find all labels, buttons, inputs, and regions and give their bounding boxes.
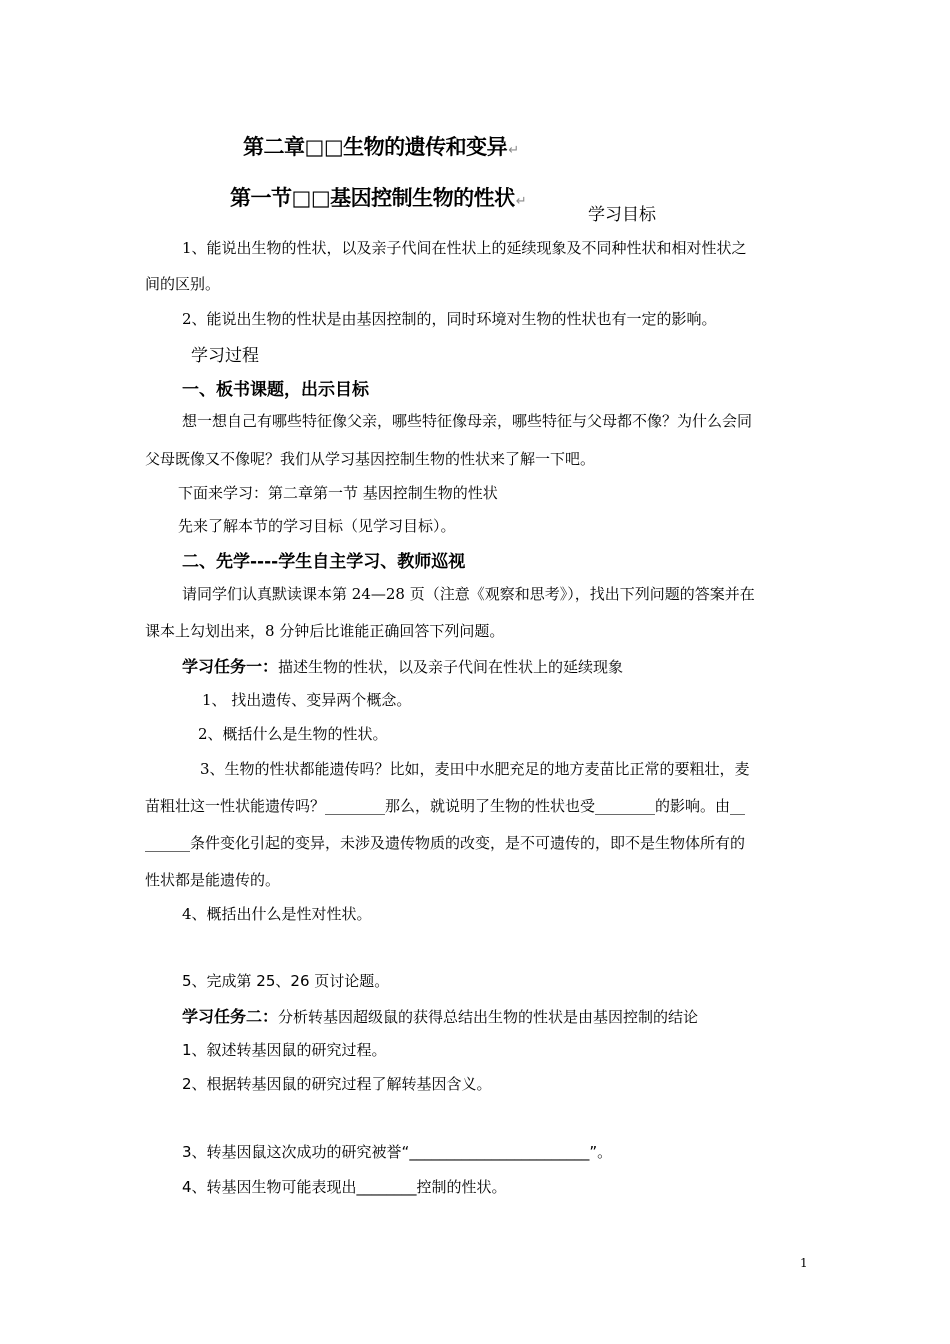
paragraph-mark-icon: ↵ — [508, 143, 519, 158]
task2-question-1: 1、叙述转基因鼠的研究过程。 — [182, 1041, 387, 1059]
process-heading: 学习过程 — [191, 346, 259, 366]
page-number: 1 — [800, 1256, 808, 1270]
task2-description: 分析转基因超级鼠的获得总结出生物的性状是由基因控制的结论 — [278, 1008, 699, 1026]
objective-2: 2、能说出生物的性状是由基因控制的，同时环境对生物的性状也有一定的影响。 — [182, 310, 717, 328]
part1-heading: 一、板书课题，出示目标 — [182, 380, 369, 400]
part1-paragraph-3: 先来了解本节的学习目标（见学习目标）。 — [178, 517, 456, 535]
section-title — [230, 182, 526, 212]
task1-heading — [182, 654, 623, 677]
task1-label: 学习任务一： — [182, 657, 279, 676]
task1-question-1: 1、 找出遗传、变异两个概念。 — [202, 691, 412, 709]
task2-question-3: 3、转基因鼠这次成功的研究被誉“________________________”。 — [182, 1143, 613, 1161]
task1-question-3-line-2: 苗粗壮这一性状能遗传吗？________那么，就说明了生物的性状也受________的影响。由__ — [145, 797, 746, 815]
chapter-title-text: 第二章□□生物的遗传和变异 — [243, 135, 508, 159]
part2-paragraph-line-1: 请同学们认真默读课本第 24—28 页（注意《观察和思考》），找出下列问题的答案并在 — [182, 585, 755, 603]
part1-paragraph-1-line-2: 父母既像又不像呢？我们从学习基因控制生物的性状来了解一下吧。 — [145, 450, 596, 468]
objective-1-line-1: 1、能说出生物的性状，以及亲子代间在性状上的延续现象及不同种性状和相对性状之 — [182, 239, 747, 257]
part2-paragraph-line-2: 课本上勾划出来，8 分钟后比谁能正确回答下列问题。 — [145, 622, 505, 640]
task2-question-2: 2、根据转基因鼠的研究过程了解转基因含义。 — [182, 1075, 492, 1093]
task2-heading — [182, 1004, 698, 1027]
objective-1-line-2: 间的区别。 — [145, 275, 221, 293]
section-title-text: 第一节□□基因控制生物的性状 — [230, 186, 515, 210]
task1-question-2: 2、概括什么是生物的性状。 — [198, 725, 388, 743]
task1-question-5: 5、完成第 25、26 页讨论题。 — [182, 972, 390, 990]
task1-question-3-line-4: 性状都是能遗传的。 — [145, 871, 281, 889]
task1-question-3-line-3: ______条件变化引起的变异，未涉及遗传物质的改变，是不可遗传的，即不是生物体所有的 — [145, 834, 746, 852]
task2-question-4: 4、转基因生物可能表现出________控制的性状。 — [182, 1178, 507, 1196]
task1-question-4: 4、概括出什么是性对性状。 — [182, 905, 372, 923]
task1-description: 描述生物的性状，以及亲子代间在性状上的延续现象 — [278, 658, 624, 676]
part1-paragraph-2: 下面来学习：第二章第一节 基因控制生物的性状 — [178, 484, 498, 502]
part1-paragraph-1-line-1: 想一想自己有哪些特征像父亲，哪些特征像母亲，哪些特征与父母都不像？为什么会同 — [182, 412, 753, 430]
task1-question-3-line-1: 3、生物的性状都能遗传吗？比如，麦田中水肥充足的地方麦苗比正常的要粗壮，麦 — [200, 760, 750, 778]
objectives-heading: 学习目标 — [588, 205, 656, 225]
task2-label: 学习任务二： — [182, 1007, 279, 1026]
paragraph-mark-icon: ↵ — [515, 194, 527, 209]
chapter-title — [243, 131, 519, 161]
part2-heading: 二、先学----学生自主学习、教师巡视 — [182, 552, 466, 572]
